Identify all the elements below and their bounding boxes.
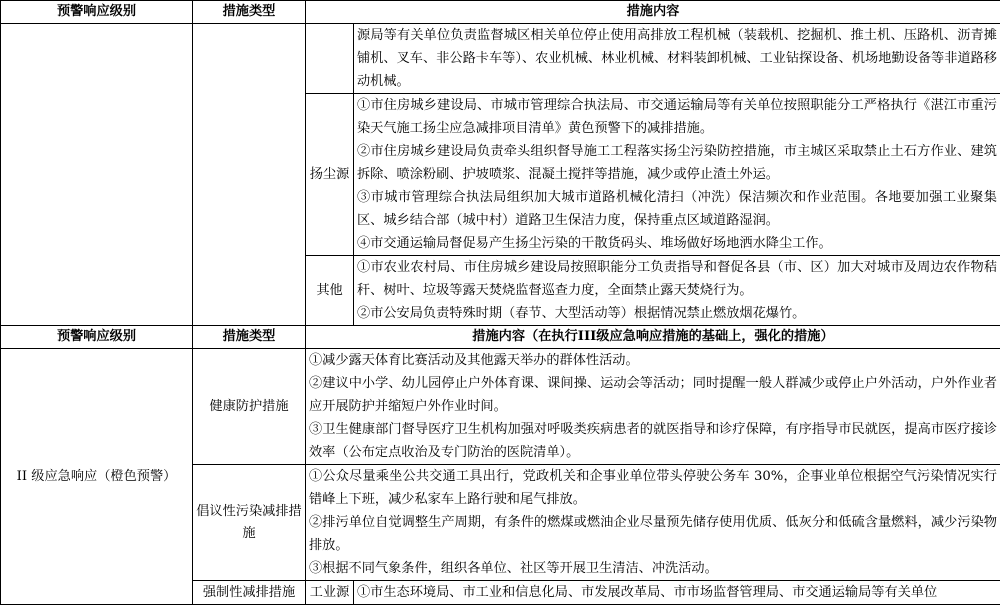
measure-item: ①市生态环境局、市工业和信息化局、市发展改革局、市市场监督管理局、市交通运输局等有关单位 [357, 585, 938, 600]
measure-cell [354, 24, 1000, 94]
type-health: 健康防护措施 [193, 349, 306, 465]
header-content: 措施内容 [306, 1, 1000, 24]
table-row [1, 24, 1000, 94]
header-level: 预警响应级别 [1, 1, 193, 24]
table-header-row [1, 326, 1000, 349]
measure-item: ②市公安局负责特殊时期（春节、大型活动等）根据情况禁止燃放烟花爆竹。 [357, 306, 806, 321]
table-row [1, 349, 1000, 465]
subtype-industry: 工业源 [306, 581, 354, 605]
measure-item: ③市城市管理综合执法局组织加大城市道路机械化清扫（冲洗）保洁频次和作业范围。各地要加强工业聚集区、城乡结合部（城中村）道路卫生保洁力度，保持重点区域道路湿润。 [357, 190, 997, 228]
header-type: 措施类型 [193, 326, 306, 349]
measure-cell [354, 581, 1000, 605]
measure-item: ①市住房城乡建设局、市城市管理综合执法局、市交通运输局等有关单位按照职能分工严格执行《湛江市重污染天气施工扬尘应急减排项目清单》黄色预警下的减排措施。 [357, 98, 997, 136]
table-header-row [1, 1, 1000, 24]
subtype-other: 其他 [306, 256, 354, 326]
level-cell-empty [1, 24, 193, 326]
measure-cell [354, 94, 1000, 256]
header-type: 措施类型 [193, 1, 306, 24]
measure-item: ①市农业农村局、市住房城乡建设局按照职能分工负责指导和督促各县（市、区）加大对城市及周边农作物秸秆、树叶、垃圾等露天焚烧监督巡查力度，全面禁止露天焚烧行为。 [357, 260, 997, 298]
measure-text: 源局等有关单位负责监督城区相关单位停止使用高排放工程机械（装载机、挖掘机、推土机、压路机、沥青摊铺机、叉车、非公路卡车等）、农业机械、林业机械、材料装卸机械、工业钻探设备、机场地勤设备等非道路移动机械。 [357, 28, 997, 89]
measure-item: ②排污单位自觉调整生产周期，有条件的燃煤或燃油企业尽量预先储存使用优质、低灰分和低硫含量燃料，减少污染物排放。 [309, 515, 997, 553]
level-cell: II 级应急响应（橙色预警） [1, 349, 193, 605]
measure-cell [354, 256, 1000, 326]
measure-item: ②市住房城乡建设局负责牵头组织督导施工工程落实扬尘污染防控措施，市主城区采取禁止土石方作业、建筑拆除、喷涂粉刷、护坡喷浆、混凝土搅拌等措施，减少或停止渣土外运。 [357, 144, 997, 182]
subtype-cell-empty [306, 24, 354, 94]
type-cell-empty [193, 24, 306, 326]
measure-item: ①公众尽量乘坐公共交通工具出行，党政机关和企事业单位带头停驶公务车 30%，企事业单位根据空气污染情况实行错峰上下班，减少私家车上路行驶和尾气排放。 [309, 469, 997, 507]
measure-item: ②建议中小学、幼儿园停止户外体育课、课间操、运动会等活动；同时提醒一般人群减少或停止户外活动，户外作业者应开展防护并缩短户外作业时间。 [309, 376, 997, 414]
measure-cell [306, 349, 1000, 465]
measure-item: ③根据不同气象条件，组织各单位、社区等开展卫生清洁、冲洗活动。 [309, 561, 718, 576]
header-level: 预警响应级别 [1, 326, 193, 349]
measure-item: ①减少露天体育比赛活动及其他露天举办的群体性活动。 [309, 353, 639, 368]
type-advocacy: 倡议性污染减排措施 [193, 465, 306, 581]
subtype-dust: 扬尘源 [306, 94, 354, 256]
type-mandatory: 强制性减排措施 [193, 581, 306, 605]
measure-cell [306, 465, 1000, 581]
measure-item: ④市交通运输局督促易产生扬尘污染的干散货码头、堆场做好场地洒水降尘工作。 [357, 236, 832, 251]
header-content: 措施内容（在执行III级应急响应措施的基础上，强化的措施） [306, 326, 1000, 349]
measure-item: ③卫生健康部门督导医疗卫生机构加强对呼吸类疾病患者的就医指导和诊疗保障，有序指导市民就医，提高市医疗接诊效率（公布定点收治及专门防治的医院清单）。 [309, 422, 997, 460]
